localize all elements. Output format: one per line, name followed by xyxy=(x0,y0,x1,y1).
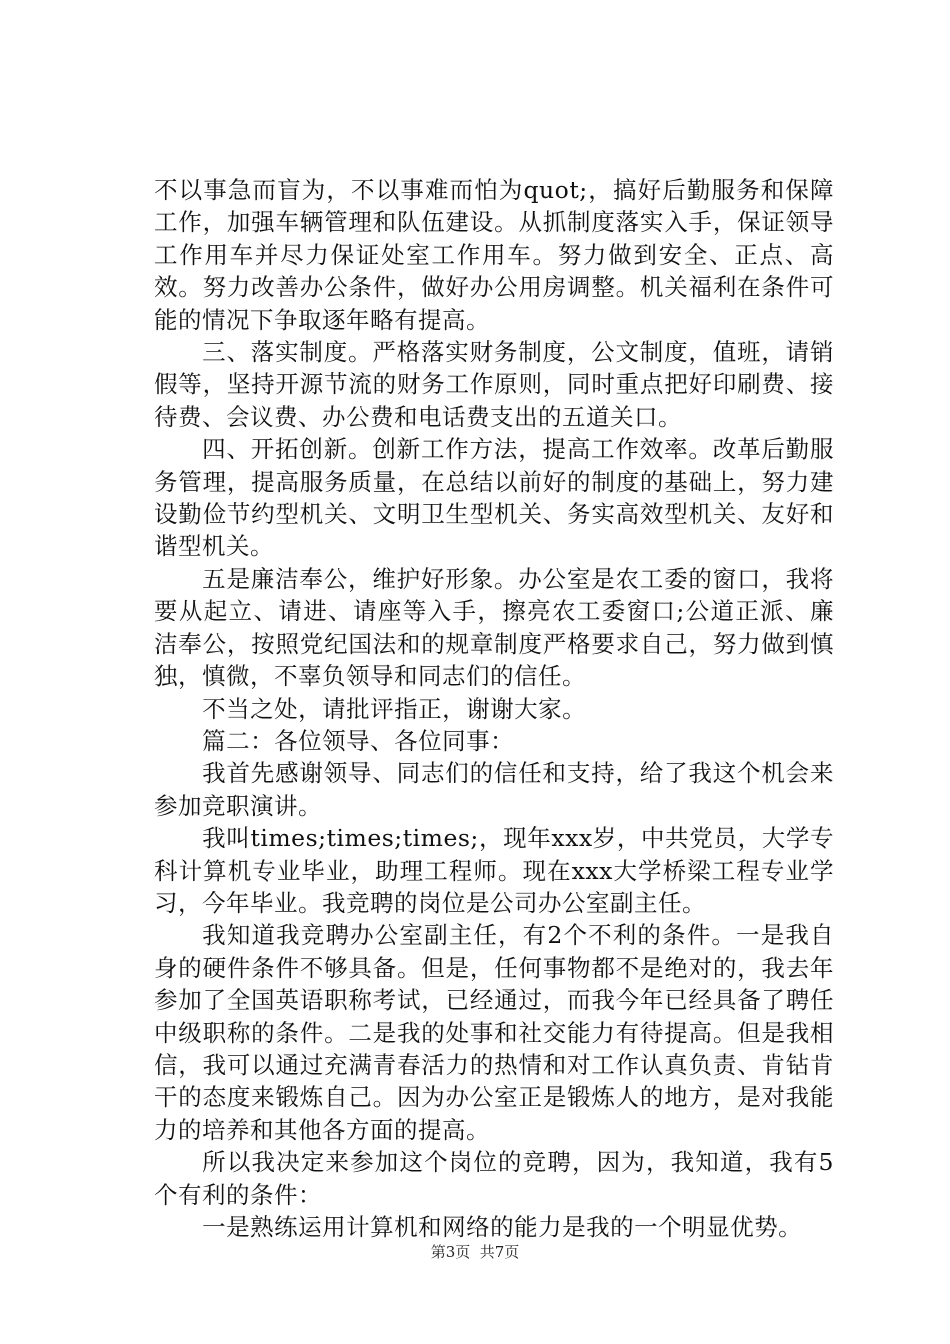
paragraph: 三、落实制度。严格落实财务制度，公文制度，值班，请销假等，坚持开源节流的财务工作原则，同时重点把好印刷费、接待费、会议费、办公费和电话费支出的五道关口。 xyxy=(154,338,834,431)
paragraph: 我知道我竞聘办公室副主任，有2个不利的条件。一是我自身的硬件条件不够具备。但是，任何事物都不是绝对的，我去年参加了全国英语职称考试，已经通过，而我今年已经具备了聘任中级职称的条件。二是我的处事和社交能力有待提高。但是我相信，我可以通过充满青春活力的热情和对工作认真负责、肯钻肯干的态度来锻炼自己。因为办公室正是锻炼人的地方，是对我能力的培养和其他各方面的提高。 xyxy=(154,921,834,1144)
paragraph: 我首先感谢领导、同志们的信任和支持，给了我这个机会来参加竞职演讲。 xyxy=(154,759,834,820)
paragraph: 我叫times;times;times;，现年xxx岁，中共党员，大学专科计算机专业毕业，助理工程师。现在xxx大学桥梁工程专业学习，今年毕业。我竞聘的岗位是公司办公室副主任。 xyxy=(154,824,834,917)
page-footer xyxy=(0,1242,950,1262)
paragraph: 五是廉洁奉公，维护好形象。办公室是农工委的窗口，我将要从起立、请进、请座等入手，擦亮农工委窗口;公道正派、廉洁奉公，按照党纪国法和的规章制度严格要求自己，努力做到慎独，慎微，不辜负领导和同志们的信任。 xyxy=(154,564,834,691)
paragraph: 一是熟练运用计算机和网络的能力是我的一个明显优势。 xyxy=(202,1213,803,1241)
paragraph: 不当之处，请批评指正，谢谢大家。 xyxy=(202,694,587,723)
document-body xyxy=(154,174,834,1243)
paragraph: 篇二：各位领导、各位同事： xyxy=(202,726,515,755)
page-number-label: 第3页 共7页 xyxy=(430,1243,520,1261)
paragraph: 四、开拓创新。创新工作方法，提高工作效率。改革后勤服务管理，提高服务质量，在总结以前好的制度的基础上，努力建设勤俭节约型机关、文明卫生型机关、务实高效型机关、友好和谐型机关。 xyxy=(154,435,834,561)
paragraph: 所以我决定来参加这个岗位的竞聘，因为，我知道，我有5个有利的条件： xyxy=(154,1148,834,1209)
paragraph: 不以事急而盲为，不以事难而怕为quot;，搞好后勤服务和保障工作，加强车辆管理和队伍建设。从抓制度落实入手，保证领导工作用车并尽力保证处室工作用车。努力做到安全、正点、高效。努力改善办公条件，做好办公用房调整。机关福利在条件可能的情况下争取逐年略有提高。 xyxy=(154,176,834,334)
